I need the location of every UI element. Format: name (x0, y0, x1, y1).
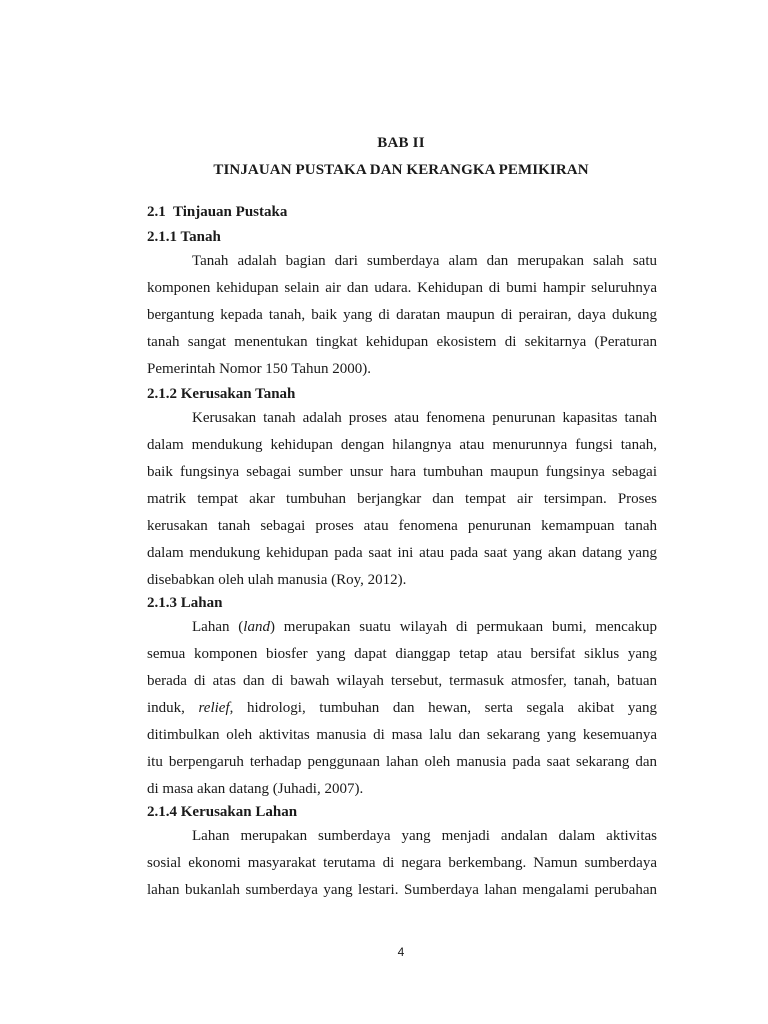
section-heading-2-1: 2.1 Tinjauan Pustaka (147, 204, 288, 220)
paragraph-line: Kerusakan tanah adalah proses atau fenomena penurunan kapasitas tanah (192, 410, 657, 426)
paragraph-line: kerusakan tanah sebagai proses atau fenomena penurunan kemampuan tanah (147, 518, 657, 534)
page-number: 4 (397, 945, 405, 959)
italic-term: land (243, 619, 270, 635)
paragraph-line: dalam mendukung kehidupan pada saat ini atau pada saat yang akan datang yang (147, 545, 657, 561)
text-run: induk, (147, 700, 199, 716)
paragraph-line: di masa akan datang (Juhadi, 2007). (147, 781, 364, 797)
section-heading-2-1-3: 2.1.3 Lahan (147, 595, 223, 611)
paragraph-line: ditimbulkan oleh aktivitas manusia di masa lalu dan sekarang yang kesemuanya (147, 727, 657, 743)
paragraph-line (147, 695, 657, 722)
paragraph-line: semua komponen biosfer yang dapat dianggap tetap atau bersifat siklus yang (147, 646, 657, 662)
paragraph-line: lahan bukanlah sumberdaya yang lestari. Sumberdaya lahan mengalami perubahan (147, 882, 657, 898)
paragraph-line: baik fungsinya sebagai sumber unsur hara tumbuhan maupun fungsinya sebagai (147, 464, 657, 480)
section-heading-2-1-1: 2.1.1 Tanah (147, 229, 221, 245)
paragraph-line: dalam mendukung kehidupan dengan hilangnya atau menurunnya fungsi tanah, (147, 437, 657, 453)
paragraph-lahan (147, 614, 657, 803)
paragraph-kerusakan-lahan (147, 823, 657, 904)
paragraph-tanah (147, 248, 657, 383)
paragraph-line: matrik tempat akar tumbuhan berjangkar dan tempat air tersimpan. Proses (147, 491, 657, 507)
chapter-title: TINJAUAN PUSTAKA DAN KERANGKA PEMIKIRAN (213, 162, 589, 178)
paragraph-line: bergantung kepada tanah, baik yang di daratan maupun di perairan, daya dukung (147, 307, 657, 323)
paragraph-line: sosial ekonomi masyarakat terutama di negara berkembang. Namun sumberdaya (147, 855, 657, 871)
paragraph-line: disebabkan oleh ulah manusia (Roy, 2012). (147, 572, 407, 588)
paragraph-line (147, 614, 657, 641)
section-heading-2-1-4: 2.1.4 Kerusakan Lahan (147, 804, 298, 820)
paragraph-line: itu berpengaruh terhadap penggunaan lahan oleh manusia pada saat sekarang dan (147, 754, 657, 770)
paragraph-line: berada di atas dan di bawah wilayah tersebut, termasuk atmosfer, tanah, batuan (147, 673, 657, 689)
paragraph-line: Tanah adalah bagian dari sumberdaya alam dan merupakan salah satu (192, 253, 657, 269)
italic-term: relief (198, 700, 230, 716)
paragraph-line: Pemerintah Nomor 150 Tahun 2000). (147, 361, 372, 377)
text-run: , hidrologi, tumbuhan dan hewan, serta segala akibat yang (229, 700, 657, 716)
paragraph-line: komponen kehidupan selain air dan udara. Kehidupan di bumi hampir seluruhnya (147, 280, 657, 296)
paragraph-line: Lahan merupakan sumberdaya yang menjadi andalan dalam aktivitas (192, 828, 657, 844)
text-run: ) merupakan suatu wilayah di permukaan bumi, mencakup (269, 619, 657, 635)
section-heading-2-1-2: 2.1.2 Kerusakan Tanah (147, 386, 296, 402)
paragraph-kerusakan-tanah (147, 405, 657, 594)
text-run: Lahan ( (192, 619, 244, 635)
chapter-label: BAB II (377, 135, 425, 151)
paragraph-line: tanah sangat menentukan tingkat kehidupan ekosistem di sekitarnya (Peraturan (147, 334, 657, 350)
